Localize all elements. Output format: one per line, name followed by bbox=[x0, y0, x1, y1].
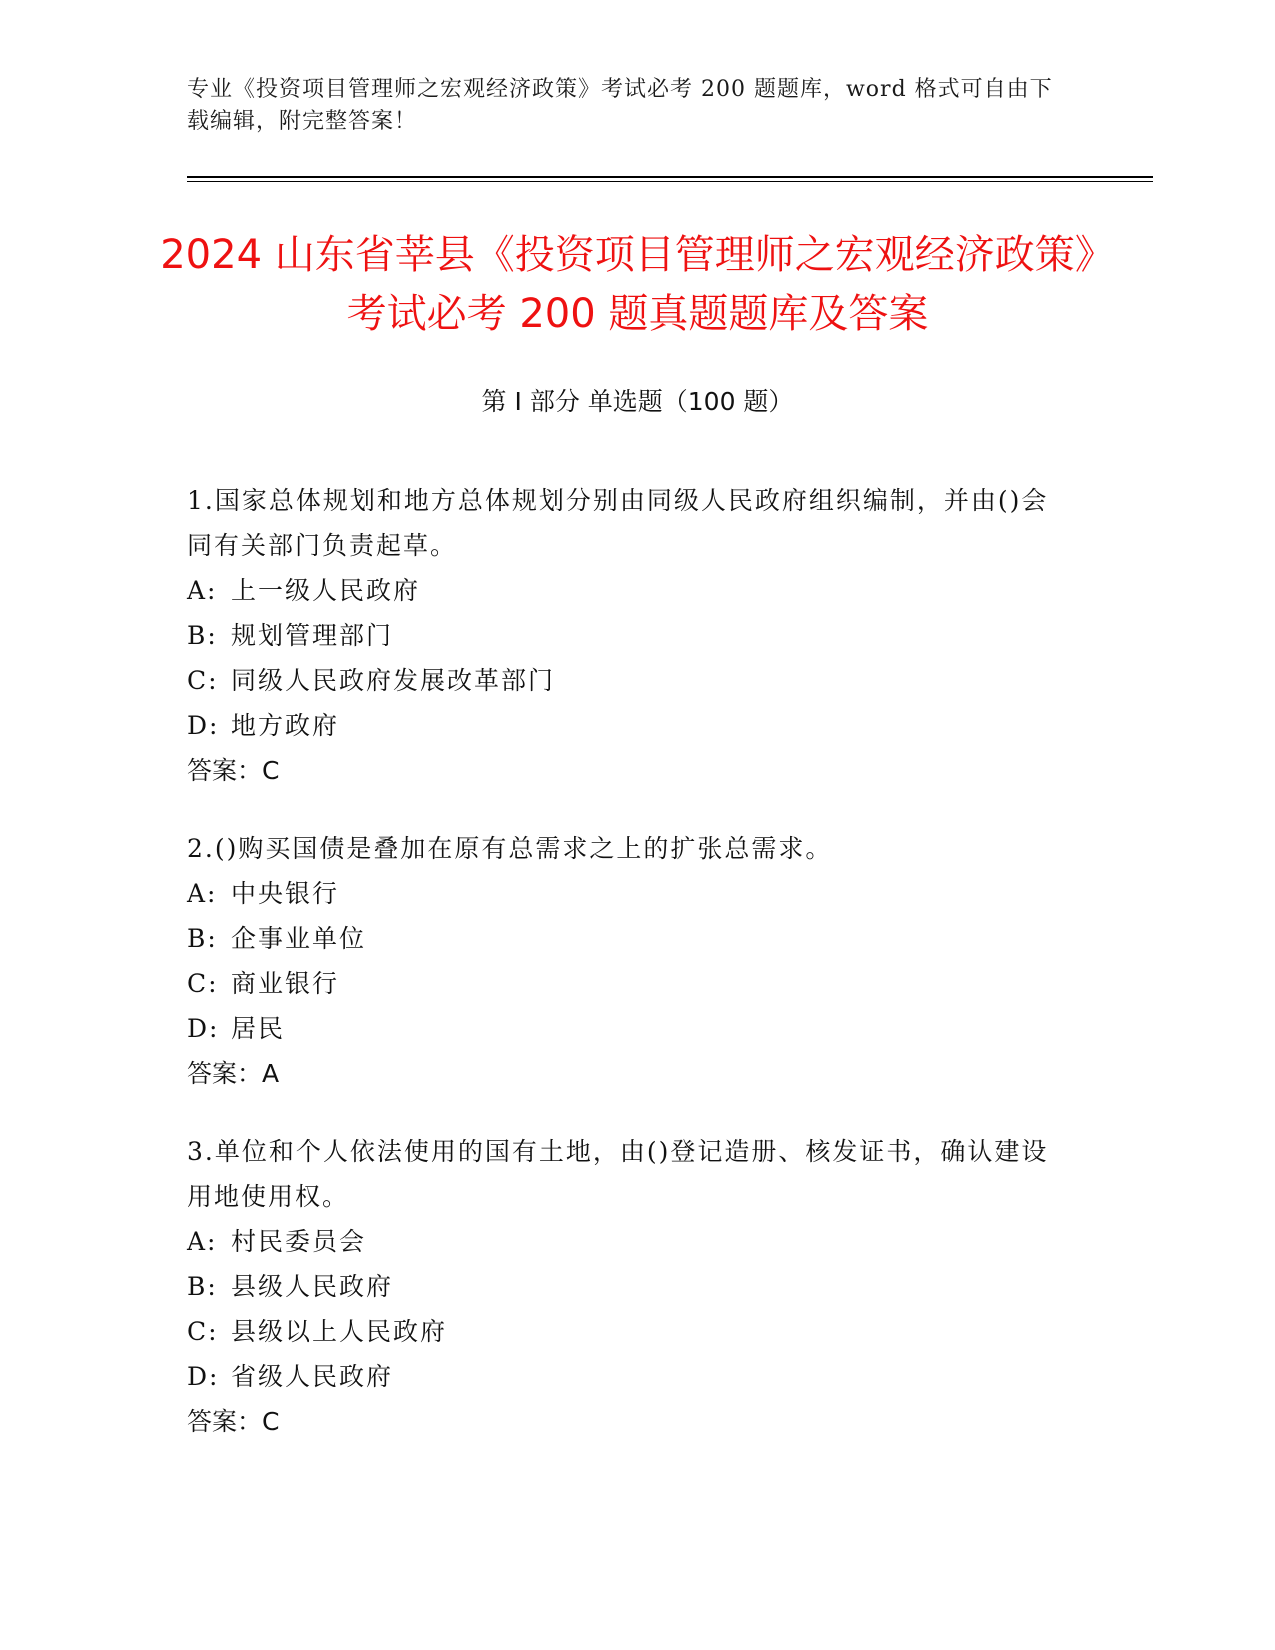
option-d bbox=[187, 1354, 1067, 1399]
option-text: 上一级人民政府 bbox=[231, 576, 421, 605]
option-text: 同级人民政府发展改革部门 bbox=[231, 666, 556, 695]
option-letter: B: bbox=[187, 1272, 218, 1301]
option-text: 地方政府 bbox=[231, 711, 340, 740]
option-letter: D: bbox=[187, 1014, 220, 1043]
question-item bbox=[187, 826, 1067, 1096]
option-text: 商业银行 bbox=[231, 969, 340, 998]
question-item bbox=[187, 1129, 1067, 1444]
option-b bbox=[187, 613, 1067, 658]
option-b bbox=[187, 1264, 1067, 1309]
option-letter: A: bbox=[187, 879, 218, 908]
option-text: 企事业单位 bbox=[231, 924, 367, 953]
option-c bbox=[187, 658, 1067, 703]
option-letter: B: bbox=[187, 924, 218, 953]
option-text: 居民 bbox=[231, 1014, 286, 1043]
option-text: 县级以上人民政府 bbox=[231, 1317, 448, 1346]
option-a bbox=[187, 1219, 1067, 1264]
option-c bbox=[187, 961, 1067, 1006]
option-a bbox=[187, 871, 1067, 916]
header-rule-thin bbox=[187, 181, 1153, 182]
option-text: 县级人民政府 bbox=[231, 1272, 394, 1301]
option-text: 村民委员会 bbox=[231, 1227, 367, 1256]
option-text: 中央银行 bbox=[231, 879, 340, 908]
option-letter: B: bbox=[187, 621, 218, 650]
option-b bbox=[187, 916, 1067, 961]
option-text: 省级人民政府 bbox=[231, 1362, 394, 1391]
section-heading: 第 I 部分 单选题（100 题） bbox=[481, 387, 794, 416]
option-letter: A: bbox=[187, 1227, 218, 1256]
answer-line: 答案：A bbox=[187, 1059, 280, 1088]
question-stem: 1.国家总体规划和地方总体规划分别由同级人民政府组织编制，并由()会同有关部门负责起草。 bbox=[187, 486, 1049, 560]
option-d bbox=[187, 1006, 1067, 1051]
question-list bbox=[187, 478, 1067, 1477]
option-letter: A: bbox=[187, 576, 218, 605]
option-letter: D: bbox=[187, 711, 220, 740]
option-a bbox=[187, 568, 1067, 613]
option-c bbox=[187, 1309, 1067, 1354]
option-letter: D: bbox=[187, 1362, 220, 1391]
document-title: 2024 山东省莘县《投资项目管理师之宏观经济政策》考试必考 200 题真题题库及答案 bbox=[160, 232, 1115, 337]
answer-line: 答案：C bbox=[187, 1407, 280, 1436]
answer-line: 答案：C bbox=[187, 756, 280, 785]
option-letter: C: bbox=[187, 666, 219, 695]
option-letter: C: bbox=[187, 1317, 219, 1346]
question-stem: 2.()购买国债是叠加在原有总需求之上的扩张总需求。 bbox=[187, 834, 833, 863]
question-item bbox=[187, 478, 1067, 793]
header-note: 专业《投资项目管理师之宏观经济政策》考试必考 200 题题库，word 格式可自由下载编辑，附完整答案！ bbox=[187, 77, 1053, 134]
option-text: 规划管理部门 bbox=[231, 621, 394, 650]
option-d bbox=[187, 703, 1067, 748]
question-stem: 3.单位和个人依法使用的国有土地，由()登记造册、核发证书，确认建设用地使用权。 bbox=[187, 1137, 1049, 1211]
header-rule-thick bbox=[187, 176, 1153, 178]
option-letter: C: bbox=[187, 969, 219, 998]
